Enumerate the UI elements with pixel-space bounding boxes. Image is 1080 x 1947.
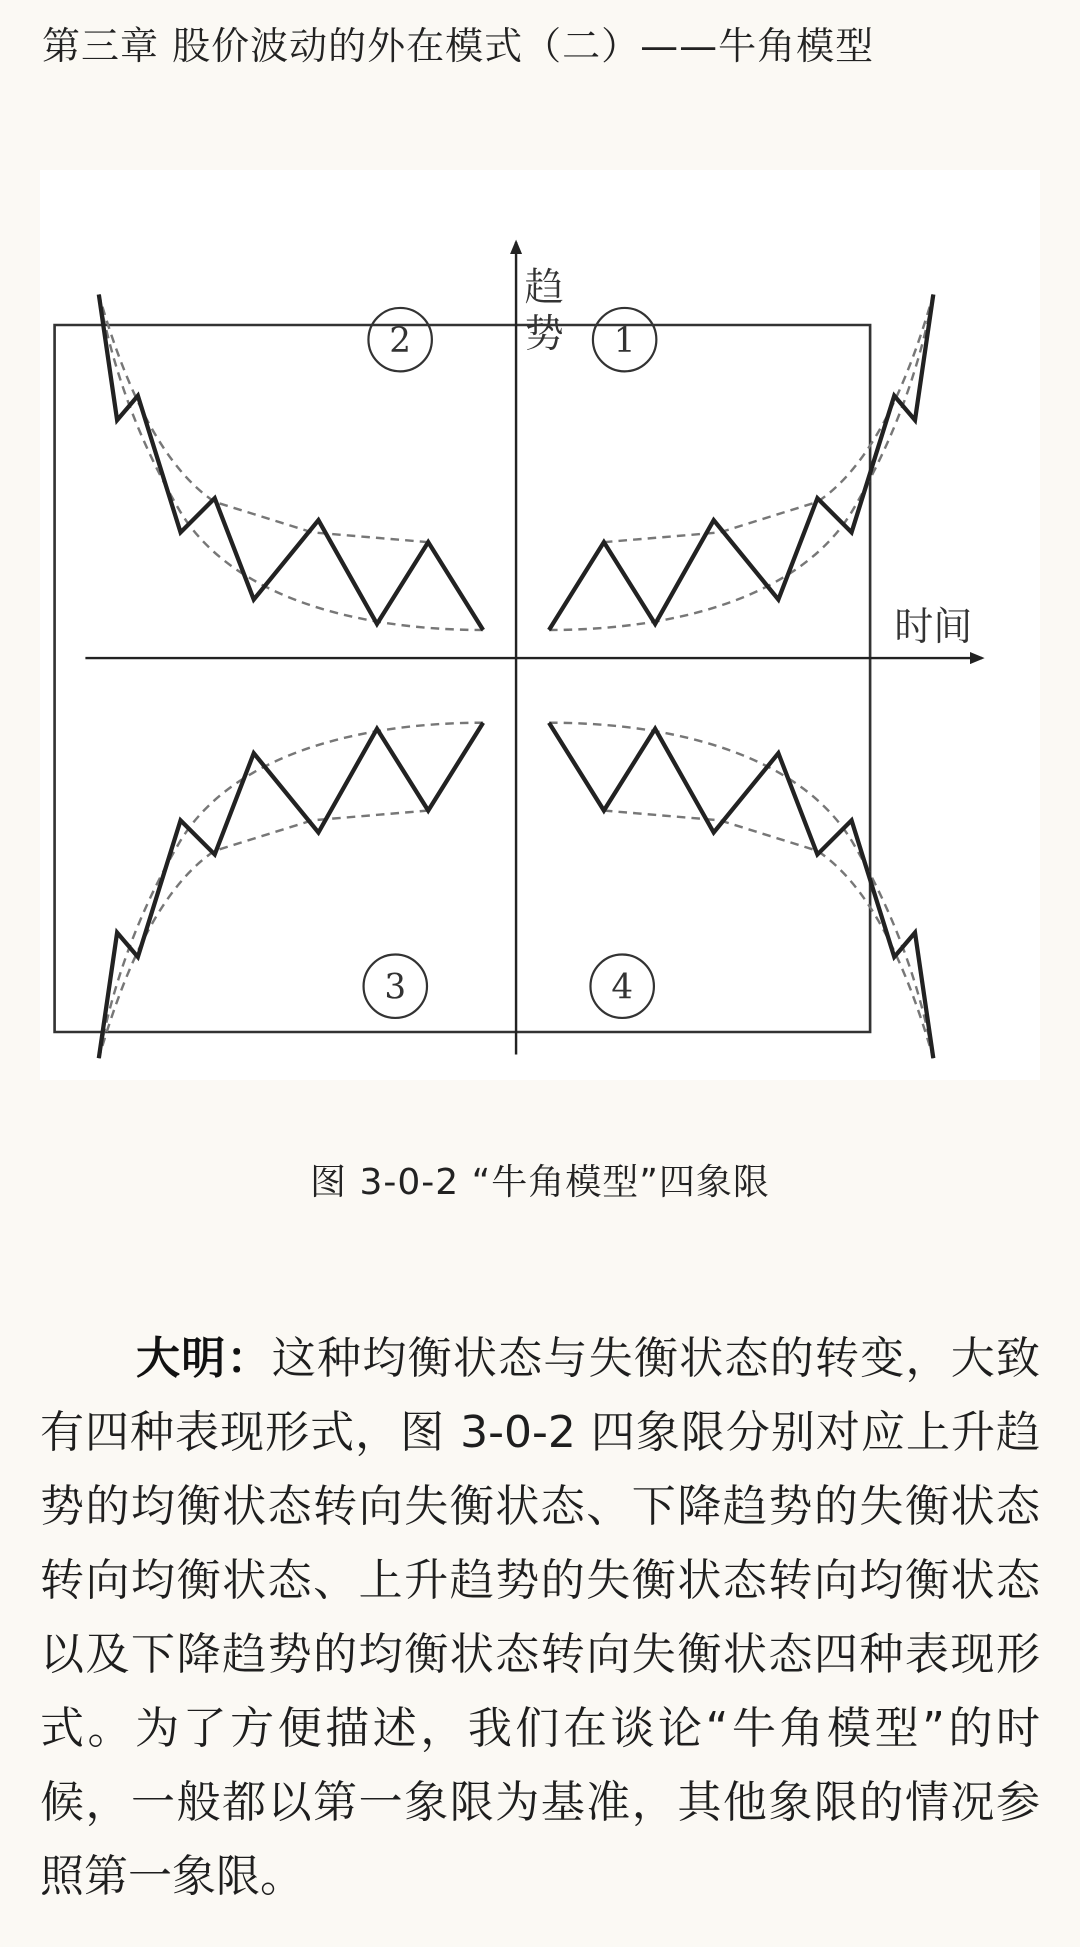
y-axis-label-char-1: 趋	[524, 265, 564, 311]
quadrant-4-pattern	[549, 723, 933, 1058]
chart-group	[85, 242, 982, 1058]
quadrant-2-pattern	[99, 295, 483, 631]
quadrant-3-number: 3	[384, 967, 407, 1008]
quadrant-1-pattern	[549, 295, 933, 631]
four-quadrant-diagram	[40, 170, 1040, 1080]
quadrant-4-number: 4	[611, 967, 634, 1008]
quadrant-2-number: 2	[389, 320, 412, 361]
x-axis-label: 时间	[894, 604, 973, 650]
paragraph-text: 这种均衡状态与失衡状态的转变，大致有四种表现形式，图 3-0-2 四象限分别对应上升趋势的均衡状态转向失衡状态、下降趋势的失衡状态转向均衡状态、上升趋势的失衡状态转向均衡状态以及下降趋势的均衡状态转向失衡状态四种表现形式。为了方便描述，我们在谈论“牛角模型”的时候，一般都以第一象限为基准，其他象限的情况参照第一象限。	[40, 1333, 1041, 1902]
figure-caption: 图 3-0-2 “牛角模型”四象限	[310, 1162, 770, 1203]
chapter-title: 第三章 股价波动的外在模式（二）——牛角模型	[42, 24, 875, 68]
quadrant-1-number: 1	[613, 320, 636, 361]
quadrant-3-pattern	[99, 723, 483, 1058]
bull-horn-figure	[40, 170, 1040, 1080]
body-paragraph	[40, 1322, 1040, 1914]
y-axis-label-char-2: 势	[524, 311, 564, 357]
figure-outer-border	[55, 325, 871, 1032]
speaker-name: 大明：	[136, 1333, 272, 1384]
